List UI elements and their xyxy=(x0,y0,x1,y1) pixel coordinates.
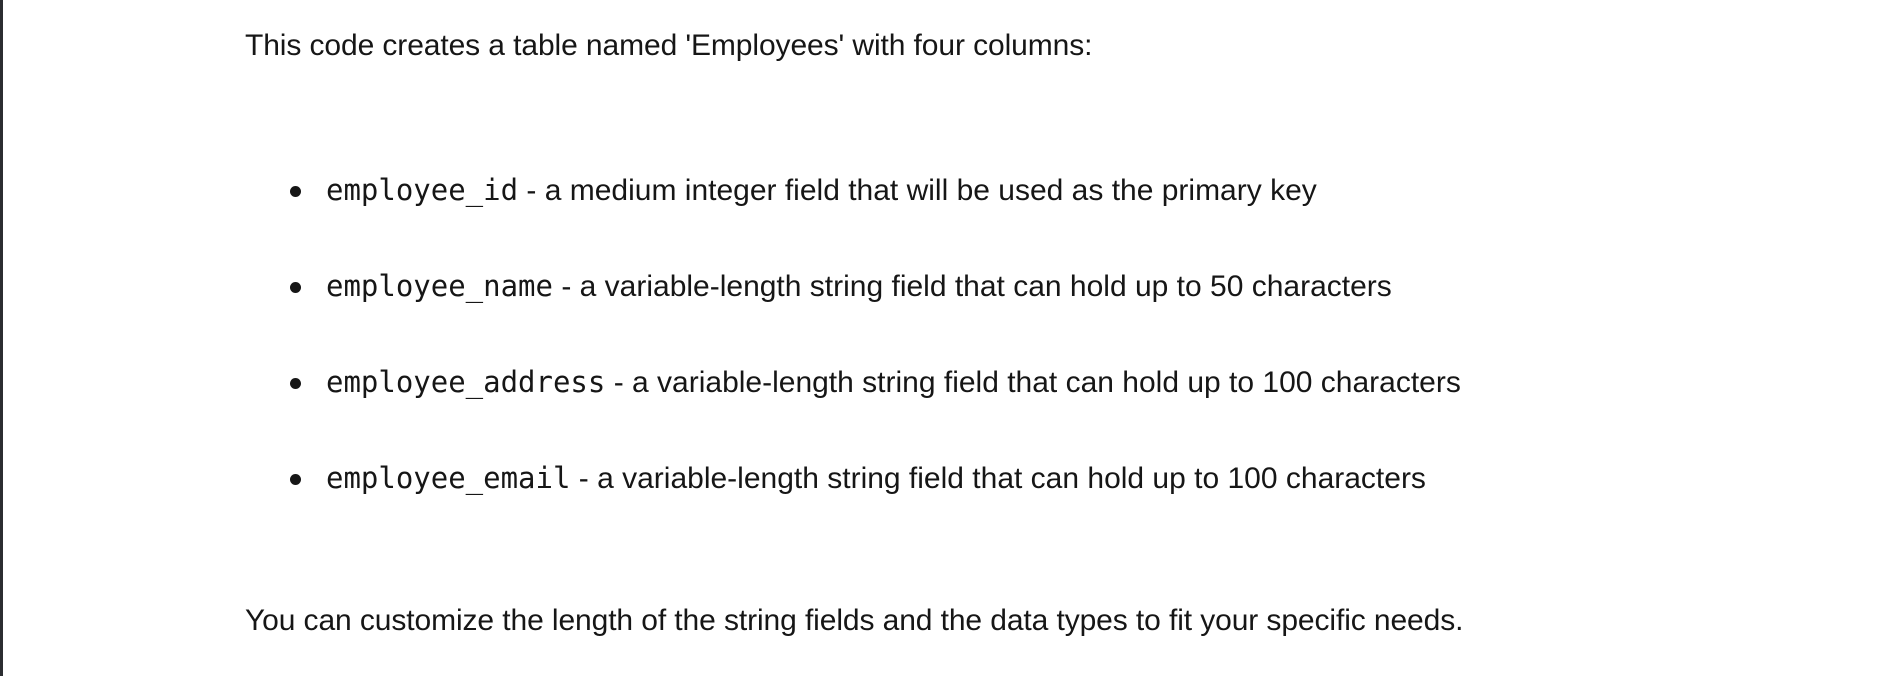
outro-paragraph: You can customize the length of the string fields and the data types to fit your specific needs. xyxy=(245,604,1464,637)
list-item xyxy=(245,456,1461,500)
column-code: employee_name xyxy=(326,269,553,303)
column-list xyxy=(245,168,1461,552)
column-description: - a variable-length string field that can hold up to 50 characters xyxy=(552,270,1392,303)
list-item xyxy=(245,360,1461,404)
bullet-icon xyxy=(290,282,301,293)
column-description: - a medium integer field that will be used as the primary key xyxy=(518,174,1317,207)
bullet-icon xyxy=(290,378,301,389)
intro-paragraph: This code creates a table named 'Employees' with four columns: xyxy=(245,29,1093,62)
list-item xyxy=(245,264,1461,308)
column-description: - a variable-length string field that can hold up to 100 characters xyxy=(570,462,1426,495)
window-left-border xyxy=(0,0,3,676)
bullet-icon xyxy=(290,186,301,197)
column-description: - a variable-length string field that can hold up to 100 characters xyxy=(605,366,1461,399)
column-code: employee_id xyxy=(326,173,519,207)
column-code: employee_email xyxy=(326,461,571,495)
column-code: employee_address xyxy=(326,365,606,399)
list-item xyxy=(245,168,1461,212)
bullet-icon xyxy=(290,474,301,485)
